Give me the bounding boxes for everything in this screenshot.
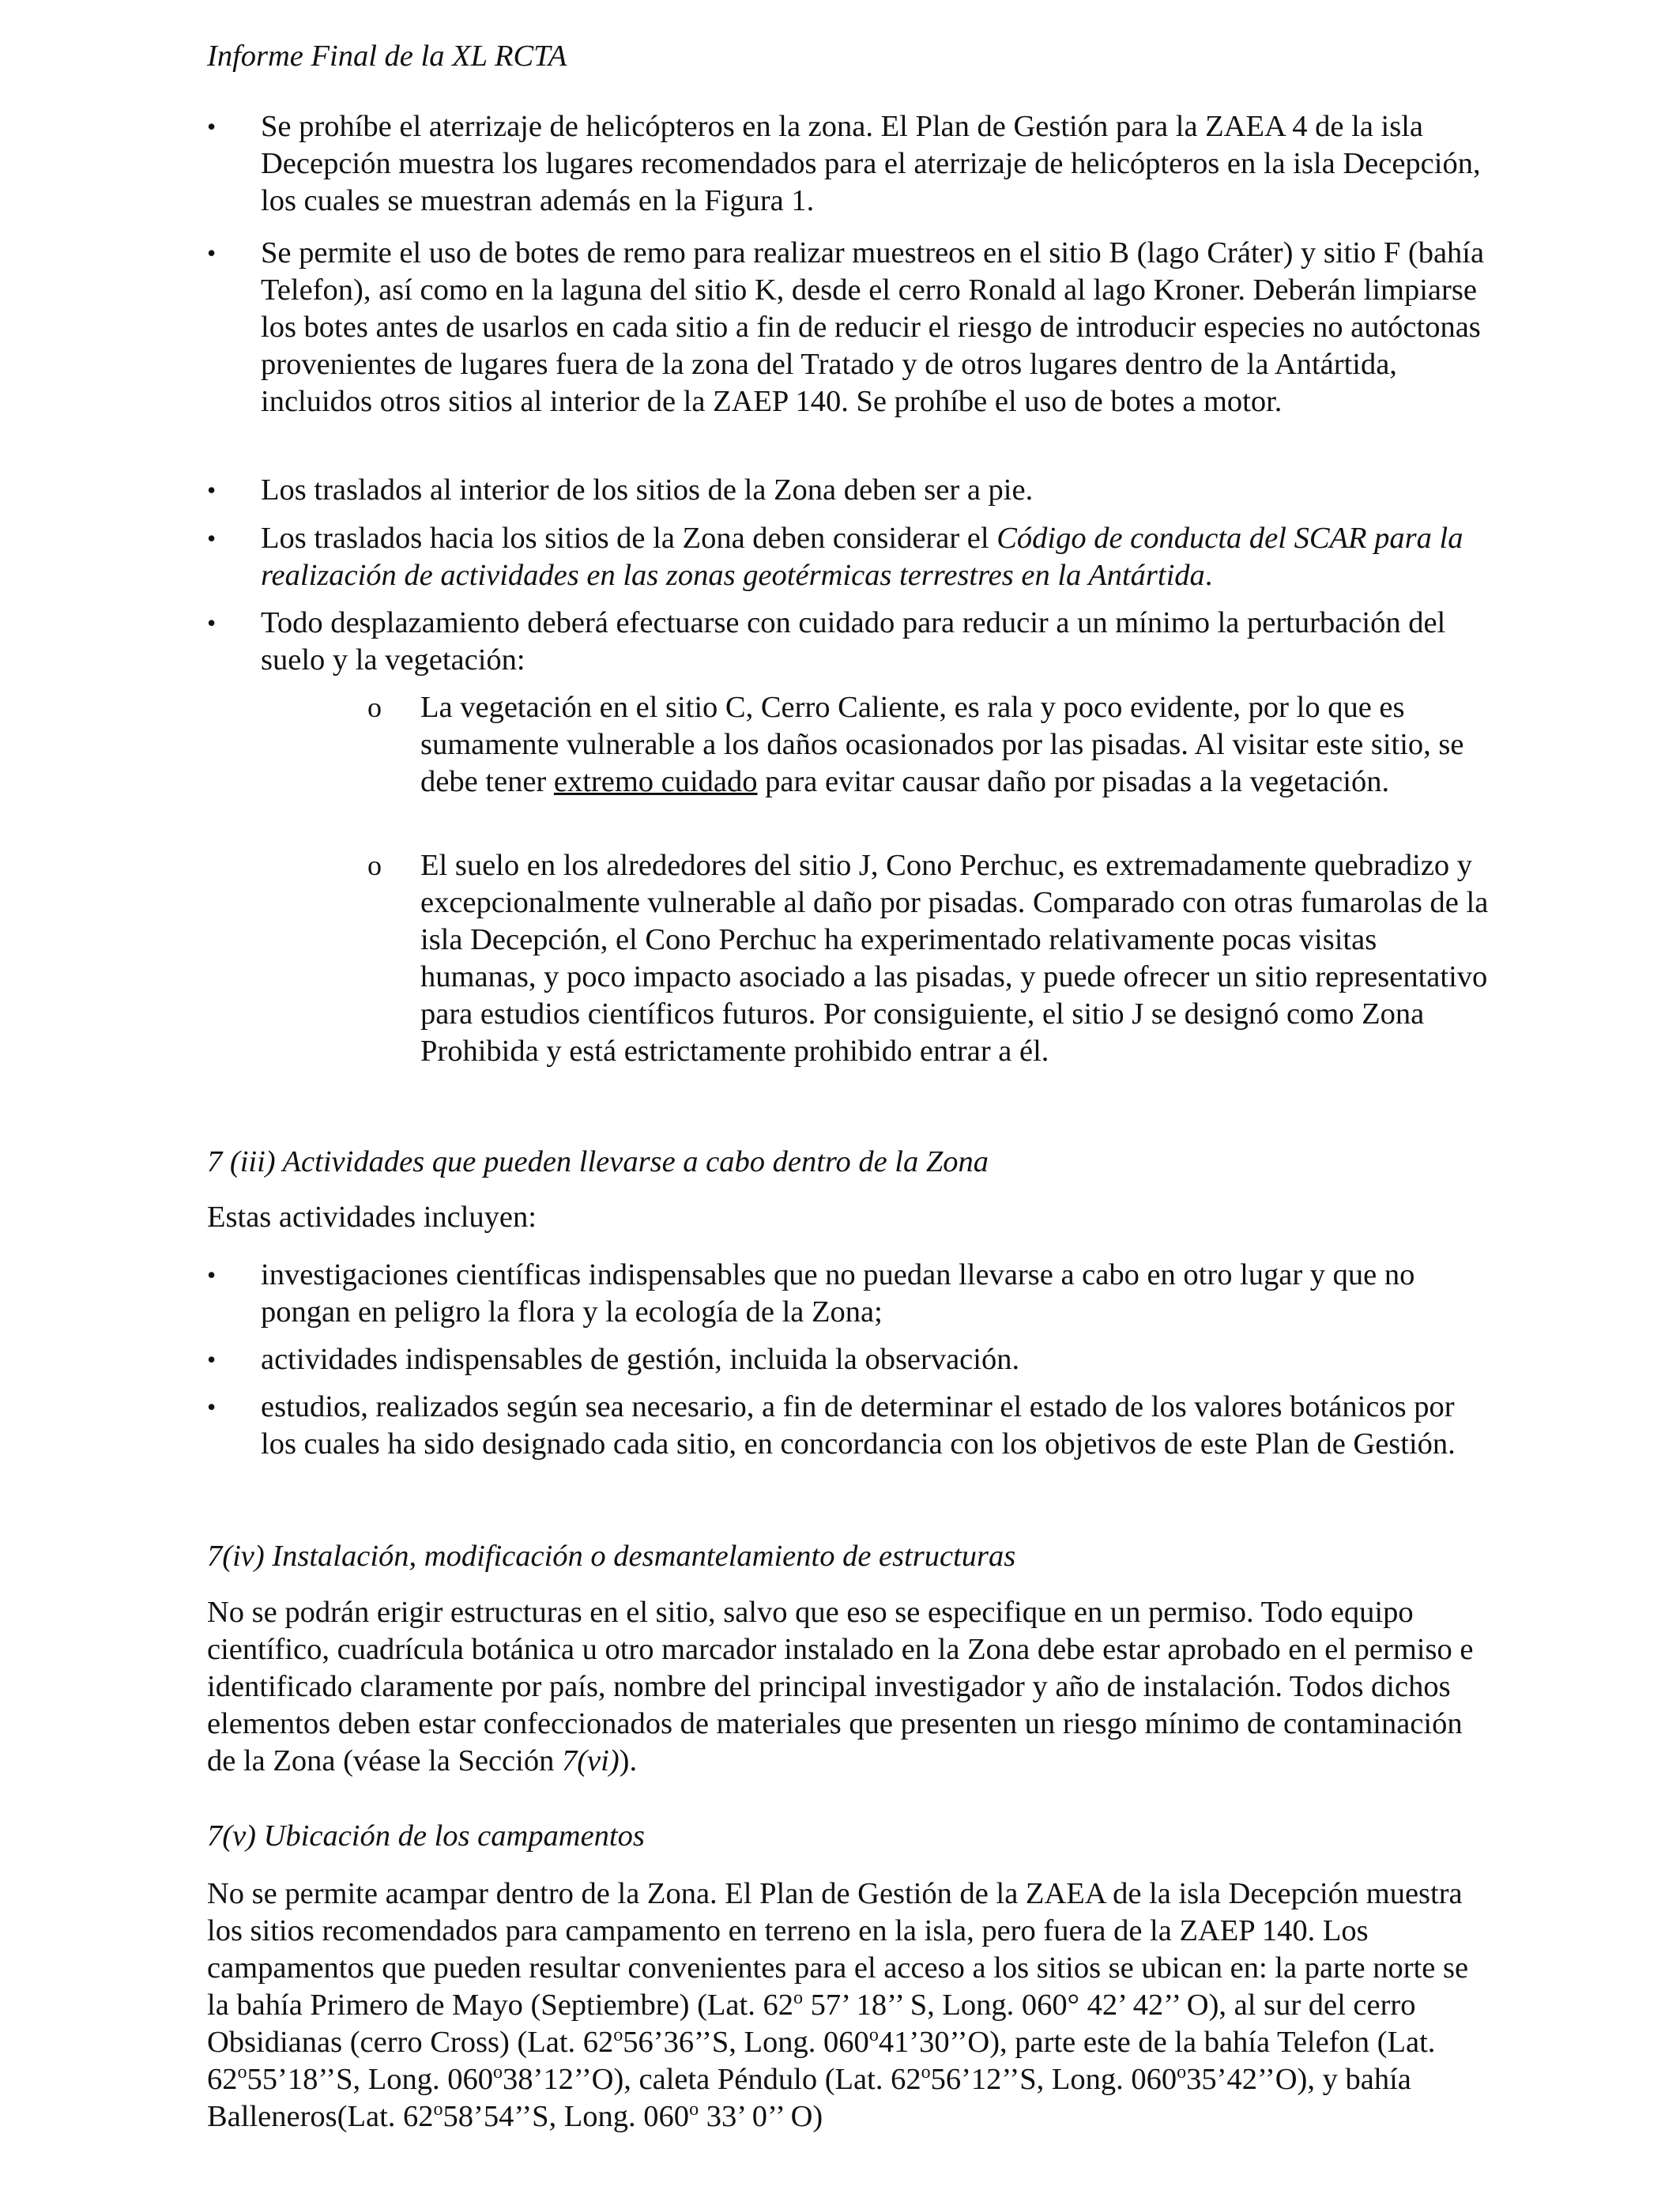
text-segment: 57’ 18’’ S, Long. 060° 42’ 42’’ O), al sur del cerro Obsidianas (cerro Cross) (Lat. 62 [207, 1989, 1416, 2059]
degree-superscript: o [689, 2099, 699, 2120]
degree-superscript: o [493, 2062, 503, 2083]
section-body [207, 1875, 1487, 2136]
bullet-icon: • [207, 609, 217, 637]
sub-bullet-icon: o [367, 692, 382, 723]
list-item: Se permite el uso de botes de remo para realizar muestreos en el sitio B (lago Cráter) y sitio F (bahía Telefon), así como en la laguna del sitio K, desde el cerro Ronald al lago Kroner. Deberán limpiarse los botes antes de usarlos en cada sitio a fin de reducir el riesgo de introducir especies no autóctonas provenientes de lugares fuera de la zona del Tratado y de otros lugares dentro de la Antártida, incluidos otros sitios al interior de la ZAEP 140. Se prohíbe el uso de botes a motor. [261, 236, 1485, 418]
degree-superscript: o [921, 2062, 931, 2083]
list-item: Los traslados al interior de los sitios de la Zona deben ser a pie. [261, 473, 1034, 507]
degree-superscript: o [868, 2025, 879, 2045]
list-item: Se prohíbe el aterrizaje de helicópteros en la zona. El Plan de Gestión para la ZAEA 4 de la isla Decepción muestra los lugares recomendados para el aterrizaje de helicópteros en la isla Decepción, los cuales se muestran además en la Figura 1. [261, 110, 1481, 217]
text-segment: 38’12’’O), caleta Péndulo (Lat. 62 [503, 2063, 921, 2096]
list-item: Todo desplazamiento deberá efectuarse con cuidado para reducir a un mínimo la perturbación del suelo y la vegetación: [261, 606, 1446, 677]
list-item: estudios, realizados según sea necesario, a fin de determinar el estado de los valores botánicos por los cuales ha sido designado cada sitio, en concordancia con los objetivos de este Plan de Gestión. [261, 1390, 1456, 1461]
sub-list-item-text: para evitar causar daño por pisadas a la vegetación. [757, 765, 1390, 798]
text-segment: 41’30’’O), parte este de la bahía Telefon (Lat. 62 [207, 2026, 1436, 2096]
bullet-icon: • [207, 1345, 217, 1374]
degree-superscript: o [237, 2062, 247, 2083]
list-item: actividades indispensables de gestión, incluida la observación. [261, 1343, 1020, 1376]
degree-superscript: o [1177, 2062, 1187, 2083]
bullet-icon: • [207, 112, 217, 141]
section-heading: 7(v) Ubicación de los campamentos [207, 1819, 645, 1853]
section-body-text: ). [619, 1744, 638, 1777]
section-body-text: No se permite acampar dentro de la Zona. El Plan de Gestión de la ZAEA de la isla Decepción muestra los sitios recomendados para campamento en terreno en la isla, pero fuera de la ZAEP 140. Los campamentos que pueden resultar convenientes para el acceso a los sitios se ubican en: [207, 1877, 1463, 1985]
text-segment: la parte norte se la bahía Primero de Mayo (Septiembre) (Lat. 62 [207, 1951, 1469, 2022]
sub-list-item: El suelo en los alrededores del sitio J, Cono Perchuc, es extremadamente quebradizo y excepcionalmente vulnerable al daño por pisadas. Comparado con otras fumarolas de la isla Decepción, el Cono Perchuc ha experimentado relativamente pocas visitas humanas, y poco impacto asociado a las pisadas, y puede ofrecer un sitio representativo para estudios científicos futuros. Por consiguiente, el sitio J se designó como Zona Prohibida y está estrictamente prohibido entrar a él. [420, 849, 1489, 1068]
section-heading: 7 (iii) Actividades que pueden llevarse a cabo dentro de la Zona [207, 1145, 989, 1178]
text-segment: 35’42’’O), y bahía Balleneros(Lat. 62 [207, 2063, 1411, 2133]
section-intro: Estas actividades incluyen: [207, 1201, 537, 1234]
bullet-icon: • [207, 1393, 217, 1421]
text-segment: 33’ 0’’ O) [699, 2100, 823, 2133]
text-segment: 55’18’’S, Long. 060 [247, 2063, 494, 2096]
degree-superscript: o [613, 2025, 623, 2045]
list-item [261, 520, 1494, 594]
section-heading: 7(iv) Instalación, modificación o desmantelamiento de estructuras [207, 1540, 1016, 1573]
section-body-text: No se podrán erigir estructuras en el sitio, salvo que eso se especifique en un permiso. Todo equipo científico, cuadrícula botánica u otro marcador instalado en la Zona debe estar aprobado en el permiso e identificado claramente por país, nombre del principal investigador y año de instalación. Todos dichos elementos deben estar confeccionados de materiales que presenten un riesgo mínimo de contaminación de la Zona (véase la Sección [207, 1596, 1474, 1777]
list-item-text: . [1204, 559, 1213, 592]
list-item-text: Los traslados hacia los sitios de la Zona deben considerar el [261, 522, 997, 555]
text-segment: 56’36’’S, Long. 060 [623, 2026, 869, 2059]
sub-bullet-icon: o [367, 850, 382, 881]
bullet-icon: • [207, 1261, 217, 1289]
sub-list-item [420, 689, 1495, 801]
underlined-emphasis: extremo cuidado [553, 765, 758, 798]
section-reference: 7(vi) [561, 1744, 620, 1777]
degree-superscript: o [433, 2099, 443, 2120]
section-body [207, 1594, 1487, 1780]
text-segment: 58’54’’S, Long. 060 [443, 2100, 690, 2133]
list-item: investigaciones científicas indispensables que no puedan llevarse a cabo en otro lugar y que no pongan en peligro la flora y la ecología de la Zona; [261, 1258, 1415, 1329]
running-header: Informe Final de la XL RCTA [207, 40, 567, 73]
bullet-icon: • [207, 524, 217, 552]
text-segment: 56’12’’S, Long. 060 [930, 2063, 1177, 2096]
sub-list-item-text: La vegetación en el sitio C, Cerro Caliente, es rala y poco evidente, por lo que es sumamente vulnerable a los daños ocasionados por las pisadas. Al visitar este sitio, se debe tener [420, 691, 1464, 798]
degree-superscript: o [793, 1988, 803, 2008]
bullet-icon: • [207, 476, 217, 504]
bullet-icon: • [207, 239, 217, 267]
code-of-conduct-title: Código de conducta del SCAR para la realización de actividades en las zonas geotérmicas terrestres en la Antártida [261, 522, 1463, 592]
